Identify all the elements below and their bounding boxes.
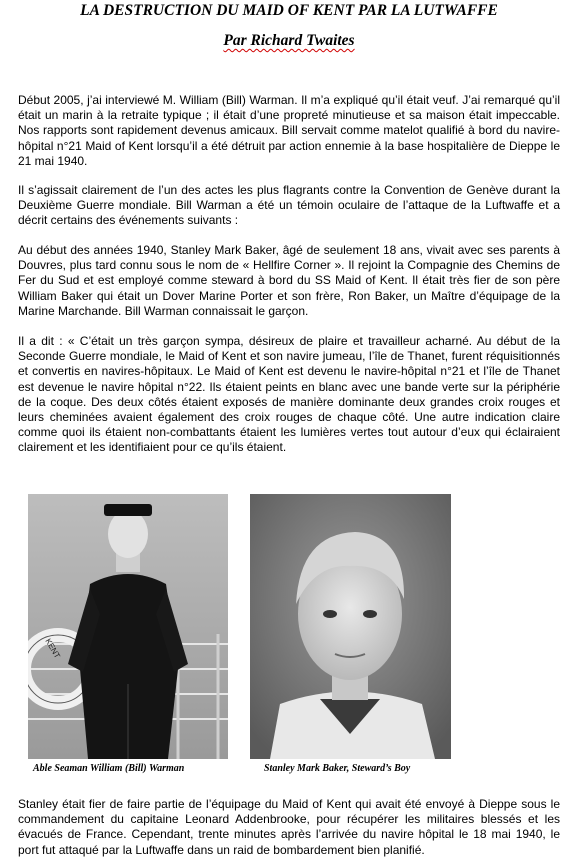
photo-william-warman <box>28 494 228 759</box>
photo-stanley-baker <box>250 494 451 759</box>
paragraph-geneva: Il s’agissait clairement de l’un des actes les plus flagrants contre la Convention de Genève durant la Deuxième Guerre mondiale. Bill Warman a été un témoin oculaire de l’attaque de la Luftwaffe et a décrit certains des événements suivants : <box>18 183 560 228</box>
caption-william-warman: Able Seaman William (Bill) Warman <box>33 763 185 774</box>
paragraph-quote: Il a dit : « C’était un très garçon sympa, désireux de plaire et travailleur acharné. Au début de la Seconde Guerre mondiale, le Maid of Kent et son navire jumeau, l’île de Thanet, furent réquisitionnés et convertis en navires-hôpitaux. Le Maid of Kent est devenu le navire-hôpital n°21 et l’île de Thanet est devenue le navire hôpital n°22. Ils étaient peints en blanc avec une bande verte sur la périphérie de la coque. Des deux côtés étaient exposés de manière dominante deux grandes croix rouges et leurs cheminées avaient également des croix rouges de chaque côté. Une autre indication claire comme quoi ils étaient non-combattants étaient les lumières vertes tout autour d’eux qui éclairaient clairement et les identifiaient pour ce qu’ils étaient. <box>18 334 560 455</box>
lifebuoy-text: KENT <box>43 637 62 660</box>
paragraph-dieppe: Stanley était fier de faire partie de l’équipage du Maid of Kent qui avait été envoyé à Dieppe sous le commandement du capitaine Leonard Addenbrooke, pour récupérer les militaires blessés et les évacués de France. Cependant, trente minutes après l’arrivée du navire hôpital le 18 mai 1940, le port fut attaqué par la Luftwaffe dans un raid de bombardement bien planifié. <box>18 797 560 857</box>
caption-stanley-baker: Stanley Mark Baker, Steward’s Boy <box>264 763 411 774</box>
boy-photo-image <box>250 494 451 759</box>
article-byline: Par Richard Twaites <box>223 32 355 49</box>
article-title: LA DESTRUCTION DU MAID OF KENT PAR LA LUTWAFFE <box>80 2 498 19</box>
sailor-photo-image <box>28 494 228 759</box>
paragraph-stanley: Au début des années 1940, Stanley Mark Baker, âgé de seulement 18 ans, vivait avec ses parents à Douvres, plus tard connu sous le nom de « Hellfire Corner ». Il rejoint la Compagnie des Chemins de Fer du Sud et est employé comme steward à bord du SS Maid of Kent. Il était très fier de son père William Baker qui était un Dover Marine Porter et son frère, Ron Baker, un Maître d’équipage de la Marine Marchande. Bill Warman connaissait le garçon. <box>18 243 560 318</box>
paragraph-intro: Début 2005, j’ai interviewé M. William (Bill) Warman. Il m’a expliqué qu’il était veuf. J’ai remarqué qu’il était un marin à la retraite typique ; il était d’une propreté minutieuse et sa maison était impeccable. Nos rapports sont rapidement devenus amicaux. Bill servait comme matelot qualifié à bord du navire-hôpital n°21 Maid of Kent lorsqu’il a été détruit par action ennemie à la base hospitalière de Dieppe le 21 mai 1940. <box>18 93 560 168</box>
